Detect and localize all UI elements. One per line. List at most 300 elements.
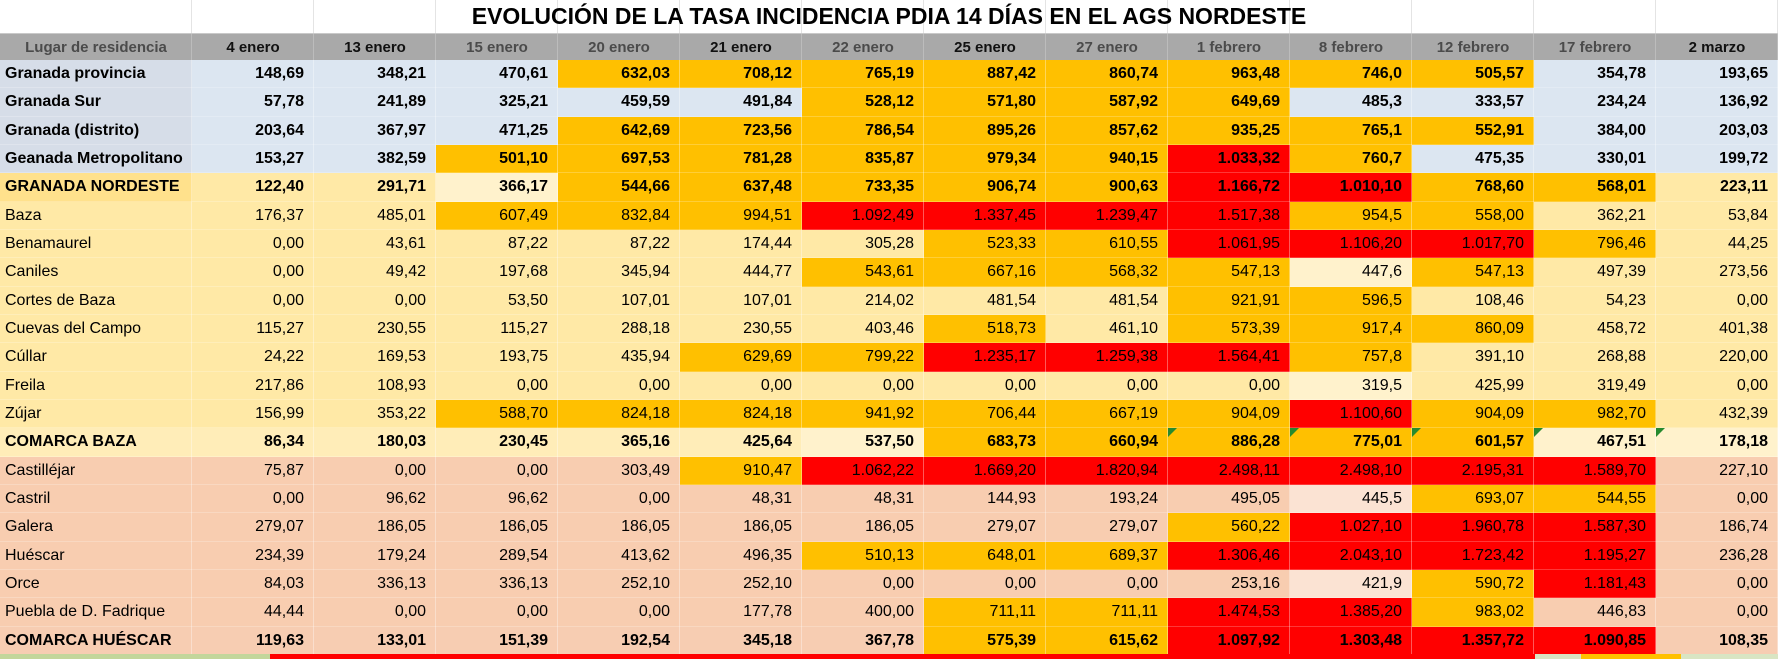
value-cell[interactable]: 757,8: [1290, 343, 1412, 371]
value-cell[interactable]: 935,25: [1168, 117, 1290, 145]
value-cell[interactable]: 1.474,53: [1168, 598, 1290, 626]
value-cell[interactable]: 354,78: [1534, 60, 1656, 88]
row-label[interactable]: Caniles: [0, 258, 192, 286]
value-cell[interactable]: 178,18: [1656, 428, 1778, 456]
column-header[interactable]: 15 enero: [436, 34, 558, 60]
value-cell[interactable]: 1.669,20: [924, 457, 1046, 485]
value-cell[interactable]: 458,72: [1534, 315, 1656, 343]
value-cell[interactable]: 230,55: [314, 315, 436, 343]
value-cell[interactable]: 445,5: [1290, 485, 1412, 513]
value-cell[interactable]: 268,88: [1534, 343, 1656, 371]
value-cell[interactable]: 186,05: [436, 513, 558, 541]
value-cell[interactable]: 0,00: [1656, 570, 1778, 598]
value-cell[interactable]: 253,16: [1168, 570, 1290, 598]
value-cell[interactable]: 832,84: [558, 202, 680, 230]
value-cell[interactable]: 571,80: [924, 88, 1046, 116]
value-cell[interactable]: 84,03: [192, 570, 314, 598]
value-cell[interactable]: 601,57: [1412, 428, 1534, 456]
value-cell[interactable]: 273,56: [1656, 258, 1778, 286]
value-cell[interactable]: 941,92: [802, 400, 924, 428]
value-cell[interactable]: 345,94: [558, 258, 680, 286]
value-cell[interactable]: 510,13: [802, 542, 924, 570]
value-cell[interactable]: 44,44: [192, 598, 314, 626]
value-cell[interactable]: 234,24: [1534, 88, 1656, 116]
value-cell[interactable]: 547,13: [1168, 258, 1290, 286]
value-cell[interactable]: 496,35: [680, 542, 802, 570]
value-cell[interactable]: 528,12: [802, 88, 924, 116]
value-cell[interactable]: 432,39: [1656, 400, 1778, 428]
value-cell[interactable]: 590,72: [1412, 570, 1534, 598]
value-cell[interactable]: 1.820,94: [1046, 457, 1168, 485]
value-cell[interactable]: 629,69: [680, 343, 802, 371]
row-label[interactable]: Geanada Metropolitano: [0, 145, 192, 173]
value-cell[interactable]: 176,37: [192, 202, 314, 230]
value-cell[interactable]: 425,99: [1412, 372, 1534, 400]
value-cell[interactable]: 1.062,22: [802, 457, 924, 485]
value-cell[interactable]: 186,05: [558, 513, 680, 541]
value-cell[interactable]: 53,50: [436, 287, 558, 315]
row-label[interactable]: Freila: [0, 372, 192, 400]
value-cell[interactable]: 279,07: [1046, 513, 1168, 541]
value-cell[interactable]: 107,01: [680, 287, 802, 315]
value-cell[interactable]: 192,54: [558, 627, 680, 655]
value-cell[interactable]: 44,25: [1656, 230, 1778, 258]
value-cell[interactable]: 177,78: [680, 598, 802, 626]
value-cell[interactable]: 900,63: [1046, 173, 1168, 201]
value-cell[interactable]: 544,55: [1534, 485, 1656, 513]
value-cell[interactable]: 148,69: [192, 60, 314, 88]
value-cell[interactable]: 279,07: [924, 513, 1046, 541]
column-header[interactable]: 17 febrero: [1534, 34, 1656, 60]
value-cell[interactable]: 887,42: [924, 60, 1046, 88]
value-cell[interactable]: 689,37: [1046, 542, 1168, 570]
value-cell[interactable]: 133,01: [314, 627, 436, 655]
value-cell[interactable]: 667,19: [1046, 400, 1168, 428]
value-cell[interactable]: 220,00: [1656, 343, 1778, 371]
value-cell[interactable]: 708,12: [680, 60, 802, 88]
value-cell[interactable]: 86,34: [192, 428, 314, 456]
value-cell[interactable]: 711,11: [924, 598, 1046, 626]
row-label[interactable]: Cuevas del Campo: [0, 315, 192, 343]
value-cell[interactable]: 1.010,10: [1290, 173, 1412, 201]
row-label[interactable]: GRANADA NORDESTE: [0, 173, 192, 201]
value-cell[interactable]: 835,87: [802, 145, 924, 173]
value-cell[interactable]: 353,22: [314, 400, 436, 428]
value-cell[interactable]: 1.092,49: [802, 202, 924, 230]
value-cell[interactable]: 523,33: [924, 230, 1046, 258]
value-cell[interactable]: 610,55: [1046, 230, 1168, 258]
value-cell[interactable]: 144,93: [924, 485, 1046, 513]
value-cell[interactable]: 954,5: [1290, 202, 1412, 230]
row-label[interactable]: COMARCA BAZA: [0, 428, 192, 456]
value-cell[interactable]: 57,78: [192, 88, 314, 116]
value-cell[interactable]: 723,56: [680, 117, 802, 145]
value-cell[interactable]: 0,00: [1656, 598, 1778, 626]
row-label[interactable]: Puebla de D. Fadrique: [0, 598, 192, 626]
value-cell[interactable]: 2.498,10: [1290, 457, 1412, 485]
value-cell[interactable]: 115,27: [436, 315, 558, 343]
value-cell[interactable]: 0,00: [680, 372, 802, 400]
value-cell[interactable]: 0,00: [1168, 372, 1290, 400]
value-cell[interactable]: 108,93: [314, 372, 436, 400]
column-header[interactable]: Lugar de residencia: [0, 34, 192, 60]
value-cell[interactable]: 1.960,78: [1412, 513, 1534, 541]
value-cell[interactable]: 560,22: [1168, 513, 1290, 541]
value-cell[interactable]: 230,55: [680, 315, 802, 343]
value-cell[interactable]: 491,84: [680, 88, 802, 116]
value-cell[interactable]: 649,69: [1168, 88, 1290, 116]
value-cell[interactable]: 0,00: [192, 287, 314, 315]
value-cell[interactable]: 1.385,20: [1290, 598, 1412, 626]
value-cell[interactable]: 982,70: [1534, 400, 1656, 428]
value-cell[interactable]: 983,02: [1412, 598, 1534, 626]
value-cell[interactable]: 1.723,42: [1412, 542, 1534, 570]
value-cell[interactable]: 910,47: [680, 457, 802, 485]
value-cell[interactable]: 497,39: [1534, 258, 1656, 286]
value-cell[interactable]: 236,28: [1656, 542, 1778, 570]
value-cell[interactable]: 857,62: [1046, 117, 1168, 145]
value-cell[interactable]: 0,00: [314, 457, 436, 485]
value-cell[interactable]: 1.357,72: [1412, 627, 1534, 655]
value-cell[interactable]: 87,22: [436, 230, 558, 258]
value-cell[interactable]: 115,27: [192, 315, 314, 343]
value-cell[interactable]: 186,05: [802, 513, 924, 541]
value-cell[interactable]: 180,03: [314, 428, 436, 456]
value-cell[interactable]: 1.239,47: [1046, 202, 1168, 230]
value-cell[interactable]: 289,54: [436, 542, 558, 570]
value-cell[interactable]: 1.181,43: [1534, 570, 1656, 598]
value-cell[interactable]: 2.498,11: [1168, 457, 1290, 485]
column-header[interactable]: 4 enero: [192, 34, 314, 60]
row-label[interactable]: Granada Sur: [0, 88, 192, 116]
value-cell[interactable]: 179,24: [314, 542, 436, 570]
value-cell[interactable]: 367,97: [314, 117, 436, 145]
value-cell[interactable]: 0,00: [192, 485, 314, 513]
value-cell[interactable]: 447,6: [1290, 258, 1412, 286]
value-cell[interactable]: 543,61: [802, 258, 924, 286]
value-cell[interactable]: 860,09: [1412, 315, 1534, 343]
value-cell[interactable]: 979,34: [924, 145, 1046, 173]
value-cell[interactable]: 400,00: [802, 598, 924, 626]
row-label[interactable]: Baza: [0, 202, 192, 230]
value-cell[interactable]: 547,13: [1412, 258, 1534, 286]
value-cell[interactable]: 796,46: [1534, 230, 1656, 258]
value-cell[interactable]: 1.564,41: [1168, 343, 1290, 371]
value-cell[interactable]: 0,00: [192, 258, 314, 286]
value-cell[interactable]: 43,61: [314, 230, 436, 258]
value-cell[interactable]: 475,35: [1412, 145, 1534, 173]
value-cell[interactable]: 886,28: [1168, 428, 1290, 456]
value-cell[interactable]: 48,31: [802, 485, 924, 513]
value-cell[interactable]: 186,05: [314, 513, 436, 541]
row-label[interactable]: COMARCA HUÉSCAR: [0, 627, 192, 655]
value-cell[interactable]: 0,00: [314, 598, 436, 626]
value-cell[interactable]: 904,09: [1412, 400, 1534, 428]
row-label[interactable]: Castril: [0, 485, 192, 513]
value-cell[interactable]: 537,50: [802, 428, 924, 456]
row-label[interactable]: Cúllar: [0, 343, 192, 371]
value-cell[interactable]: 0,00: [924, 570, 1046, 598]
value-cell[interactable]: 471,25: [436, 117, 558, 145]
value-cell[interactable]: 746,0: [1290, 60, 1412, 88]
value-cell[interactable]: 1.235,17: [924, 343, 1046, 371]
value-cell[interactable]: 733,35: [802, 173, 924, 201]
value-cell[interactable]: 518,73: [924, 315, 1046, 343]
value-cell[interactable]: 824,18: [558, 400, 680, 428]
value-cell[interactable]: 906,74: [924, 173, 1046, 201]
value-cell[interactable]: 0,00: [802, 372, 924, 400]
value-cell[interactable]: 203,64: [192, 117, 314, 145]
value-cell[interactable]: 0,00: [558, 485, 680, 513]
value-cell[interactable]: 333,57: [1412, 88, 1534, 116]
value-cell[interactable]: 568,01: [1534, 173, 1656, 201]
value-cell[interactable]: 495,05: [1168, 485, 1290, 513]
row-label[interactable]: Orce: [0, 570, 192, 598]
column-header[interactable]: 21 enero: [680, 34, 802, 60]
value-cell[interactable]: 197,68: [436, 258, 558, 286]
row-label[interactable]: Huéscar: [0, 542, 192, 570]
value-cell[interactable]: 391,10: [1412, 343, 1534, 371]
value-cell[interactable]: 768,60: [1412, 173, 1534, 201]
value-cell[interactable]: 119,63: [192, 627, 314, 655]
value-cell[interactable]: 156,99: [192, 400, 314, 428]
value-cell[interactable]: 252,10: [558, 570, 680, 598]
value-cell[interactable]: 336,13: [314, 570, 436, 598]
value-cell[interactable]: 0,00: [1046, 372, 1168, 400]
value-cell[interactable]: 107,01: [558, 287, 680, 315]
value-cell[interactable]: 48,31: [680, 485, 802, 513]
value-cell[interactable]: 860,74: [1046, 60, 1168, 88]
value-cell[interactable]: 365,16: [558, 428, 680, 456]
row-label[interactable]: Zújar: [0, 400, 192, 428]
value-cell[interactable]: 775,01: [1290, 428, 1412, 456]
value-cell[interactable]: 382,59: [314, 145, 436, 173]
value-cell[interactable]: 366,17: [436, 173, 558, 201]
value-cell[interactable]: 186,74: [1656, 513, 1778, 541]
value-cell[interactable]: 0,00: [436, 457, 558, 485]
value-cell[interactable]: 223,11: [1656, 173, 1778, 201]
value-cell[interactable]: 0,00: [436, 372, 558, 400]
value-cell[interactable]: 921,91: [1168, 287, 1290, 315]
column-header[interactable]: 22 enero: [802, 34, 924, 60]
value-cell[interactable]: 435,94: [558, 343, 680, 371]
value-cell[interactable]: 217,86: [192, 372, 314, 400]
value-cell[interactable]: 573,39: [1168, 315, 1290, 343]
value-cell[interactable]: 227,10: [1656, 457, 1778, 485]
value-cell[interactable]: 505,57: [1412, 60, 1534, 88]
value-cell[interactable]: 0,00: [1046, 570, 1168, 598]
value-cell[interactable]: 963,48: [1168, 60, 1290, 88]
value-cell[interactable]: 0,00: [802, 570, 924, 598]
value-cell[interactable]: 234,39: [192, 542, 314, 570]
value-cell[interactable]: 588,70: [436, 400, 558, 428]
value-cell[interactable]: 49,42: [314, 258, 436, 286]
value-cell[interactable]: 642,69: [558, 117, 680, 145]
value-cell[interactable]: 607,49: [436, 202, 558, 230]
value-cell[interactable]: 122,40: [192, 173, 314, 201]
value-cell[interactable]: 895,26: [924, 117, 1046, 145]
value-cell[interactable]: 467,51: [1534, 428, 1656, 456]
value-cell[interactable]: 291,71: [314, 173, 436, 201]
value-cell[interactable]: 24,22: [192, 343, 314, 371]
value-cell[interactable]: 760,7: [1290, 145, 1412, 173]
value-cell[interactable]: 470,61: [436, 60, 558, 88]
value-cell[interactable]: 706,44: [924, 400, 1046, 428]
value-cell[interactable]: 303,49: [558, 457, 680, 485]
value-cell[interactable]: 781,28: [680, 145, 802, 173]
value-cell[interactable]: 169,53: [314, 343, 436, 371]
column-header[interactable]: 2 marzo: [1656, 34, 1778, 60]
value-cell[interactable]: 403,46: [802, 315, 924, 343]
value-cell[interactable]: 2.195,31: [1412, 457, 1534, 485]
value-cell[interactable]: 305,28: [802, 230, 924, 258]
value-cell[interactable]: 421,9: [1290, 570, 1412, 598]
value-cell[interactable]: 186,05: [680, 513, 802, 541]
row-label[interactable]: Benamaurel: [0, 230, 192, 258]
value-cell[interactable]: 325,21: [436, 88, 558, 116]
value-cell[interactable]: 0,00: [558, 372, 680, 400]
value-cell[interactable]: 1.100,60: [1290, 400, 1412, 428]
value-cell[interactable]: 1.589,70: [1534, 457, 1656, 485]
value-cell[interactable]: 53,84: [1656, 202, 1778, 230]
value-cell[interactable]: 348,21: [314, 60, 436, 88]
value-cell[interactable]: 1.306,46: [1168, 542, 1290, 570]
value-cell[interactable]: 193,24: [1046, 485, 1168, 513]
value-cell[interactable]: 203,03: [1656, 117, 1778, 145]
value-cell[interactable]: 1.259,38: [1046, 343, 1168, 371]
value-cell[interactable]: 319,49: [1534, 372, 1656, 400]
value-cell[interactable]: 108,46: [1412, 287, 1534, 315]
value-cell[interactable]: 0,00: [192, 230, 314, 258]
value-cell[interactable]: 632,03: [558, 60, 680, 88]
value-cell[interactable]: 1.337,45: [924, 202, 1046, 230]
value-cell[interactable]: 0,00: [1656, 485, 1778, 513]
value-cell[interactable]: 241,89: [314, 88, 436, 116]
value-cell[interactable]: 151,39: [436, 627, 558, 655]
value-cell[interactable]: 461,10: [1046, 315, 1168, 343]
value-cell[interactable]: 330,01: [1534, 145, 1656, 173]
value-cell[interactable]: 1.027,10: [1290, 513, 1412, 541]
value-cell[interactable]: 193,65: [1656, 60, 1778, 88]
value-cell[interactable]: 214,02: [802, 287, 924, 315]
value-cell[interactable]: 75,87: [192, 457, 314, 485]
value-cell[interactable]: 904,09: [1168, 400, 1290, 428]
value-cell[interactable]: 230,45: [436, 428, 558, 456]
value-cell[interactable]: 765,1: [1290, 117, 1412, 145]
value-cell[interactable]: 544,66: [558, 173, 680, 201]
row-label[interactable]: Granada (distrito): [0, 117, 192, 145]
value-cell[interactable]: 279,07: [192, 513, 314, 541]
value-cell[interactable]: 1.517,38: [1168, 202, 1290, 230]
value-cell[interactable]: 252,10: [680, 570, 802, 598]
value-cell[interactable]: 485,01: [314, 202, 436, 230]
column-header[interactable]: 13 enero: [314, 34, 436, 60]
value-cell[interactable]: 136,92: [1656, 88, 1778, 116]
value-cell[interactable]: 0,00: [924, 372, 1046, 400]
value-cell[interactable]: 667,16: [924, 258, 1046, 286]
value-cell[interactable]: 96,62: [314, 485, 436, 513]
value-cell[interactable]: 485,3: [1290, 88, 1412, 116]
column-header[interactable]: 25 enero: [924, 34, 1046, 60]
value-cell[interactable]: 1.195,27: [1534, 542, 1656, 570]
value-cell[interactable]: 1.017,70: [1412, 230, 1534, 258]
value-cell[interactable]: 401,38: [1656, 315, 1778, 343]
value-cell[interactable]: 568,32: [1046, 258, 1168, 286]
value-cell[interactable]: 1.090,85: [1534, 627, 1656, 655]
value-cell[interactable]: 552,91: [1412, 117, 1534, 145]
value-cell[interactable]: 1.587,30: [1534, 513, 1656, 541]
column-header[interactable]: 27 enero: [1046, 34, 1168, 60]
value-cell[interactable]: 1.097,92: [1168, 627, 1290, 655]
value-cell[interactable]: 319,5: [1290, 372, 1412, 400]
row-label[interactable]: Galera: [0, 513, 192, 541]
value-cell[interactable]: 0,00: [1656, 287, 1778, 315]
value-cell[interactable]: 345,18: [680, 627, 802, 655]
value-cell[interactable]: 288,18: [558, 315, 680, 343]
value-cell[interactable]: 1.033,32: [1168, 145, 1290, 173]
value-cell[interactable]: 413,62: [558, 542, 680, 570]
value-cell[interactable]: 367,78: [802, 627, 924, 655]
value-cell[interactable]: 596,5: [1290, 287, 1412, 315]
value-cell[interactable]: 1.303,48: [1290, 627, 1412, 655]
column-header[interactable]: 1 febrero: [1168, 34, 1290, 60]
value-cell[interactable]: 615,62: [1046, 627, 1168, 655]
column-header[interactable]: 20 enero: [558, 34, 680, 60]
value-cell[interactable]: 0,00: [558, 598, 680, 626]
value-cell[interactable]: 1.061,95: [1168, 230, 1290, 258]
value-cell[interactable]: 336,13: [436, 570, 558, 598]
value-cell[interactable]: 558,00: [1412, 202, 1534, 230]
value-cell[interactable]: 765,19: [802, 60, 924, 88]
value-cell[interactable]: 193,75: [436, 343, 558, 371]
value-cell[interactable]: 799,22: [802, 343, 924, 371]
value-cell[interactable]: 444,77: [680, 258, 802, 286]
value-cell[interactable]: 0,00: [436, 598, 558, 626]
value-cell[interactable]: 199,72: [1656, 145, 1778, 173]
column-header[interactable]: 8 febrero: [1290, 34, 1412, 60]
value-cell[interactable]: 153,27: [192, 145, 314, 173]
value-cell[interactable]: 786,54: [802, 117, 924, 145]
value-cell[interactable]: 940,15: [1046, 145, 1168, 173]
value-cell[interactable]: 1.166,72: [1168, 173, 1290, 201]
value-cell[interactable]: 362,21: [1534, 202, 1656, 230]
value-cell[interactable]: 697,53: [558, 145, 680, 173]
value-cell[interactable]: 501,10: [436, 145, 558, 173]
value-cell[interactable]: 660,94: [1046, 428, 1168, 456]
value-cell[interactable]: 96,62: [436, 485, 558, 513]
value-cell[interactable]: 2.043,10: [1290, 542, 1412, 570]
value-cell[interactable]: 446,83: [1534, 598, 1656, 626]
value-cell[interactable]: 587,92: [1046, 88, 1168, 116]
value-cell[interactable]: 994,51: [680, 202, 802, 230]
value-cell[interactable]: 87,22: [558, 230, 680, 258]
value-cell[interactable]: 824,18: [680, 400, 802, 428]
value-cell[interactable]: 693,07: [1412, 485, 1534, 513]
row-label[interactable]: Cortes de Baza: [0, 287, 192, 315]
value-cell[interactable]: 711,11: [1046, 598, 1168, 626]
row-label[interactable]: Granada provincia: [0, 60, 192, 88]
value-cell[interactable]: 481,54: [1046, 287, 1168, 315]
value-cell[interactable]: 481,54: [924, 287, 1046, 315]
value-cell[interactable]: 917,4: [1290, 315, 1412, 343]
value-cell[interactable]: 1.106,20: [1290, 230, 1412, 258]
value-cell[interactable]: 575,39: [924, 627, 1046, 655]
value-cell[interactable]: 425,64: [680, 428, 802, 456]
value-cell[interactable]: 108,35: [1656, 627, 1778, 655]
value-cell[interactable]: 384,00: [1534, 117, 1656, 145]
row-label[interactable]: Castilléjar: [0, 457, 192, 485]
value-cell[interactable]: 683,73: [924, 428, 1046, 456]
